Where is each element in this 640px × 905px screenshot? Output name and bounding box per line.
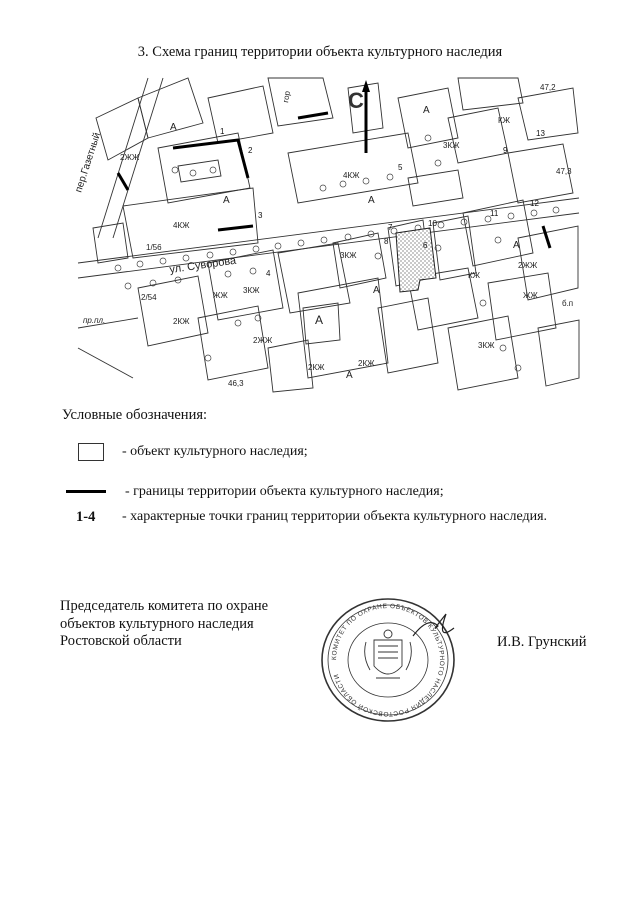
map-label: А xyxy=(368,195,375,206)
point-number: 12 xyxy=(530,199,539,208)
position-line: Ростовской области xyxy=(60,633,182,649)
map-label: гор xyxy=(281,90,292,104)
boundary-map xyxy=(73,78,579,392)
map-label: А xyxy=(423,105,430,116)
map-label: 2ЖЖ xyxy=(518,261,538,270)
signatory-position xyxy=(60,598,268,651)
street-label: пер.Газетный xyxy=(73,131,104,194)
coat-of-arms-icon xyxy=(365,630,412,678)
map-label: 2/54 xyxy=(141,293,157,302)
point-number: 6 xyxy=(423,241,428,250)
street-label: ул. Суворова xyxy=(168,254,237,276)
map-label: б.п xyxy=(562,299,574,308)
map-label: пр.пл. xyxy=(83,316,106,325)
map-label: 3КЖ xyxy=(340,251,357,260)
point-number: 9 xyxy=(503,146,508,155)
document-title: 3. Схема границ территории объекта культурного наследия xyxy=(137,44,503,60)
point-number: 1 xyxy=(220,127,225,136)
map-label: 3КЖ xyxy=(243,286,260,295)
map-label: А xyxy=(170,122,177,133)
legend-item-boundary: - границы территории объекта культурного наследия; xyxy=(125,484,444,499)
legend-point-code: 1-4 xyxy=(76,509,96,525)
map-label: А xyxy=(513,240,520,251)
position-line: объектов культурного наследия xyxy=(60,615,254,632)
point-number: 2 xyxy=(248,146,253,155)
map-label: 2КЖ xyxy=(308,363,325,372)
legend-item-heritage-object: - объект культурного наследия; xyxy=(122,444,308,459)
legend-heading: Условные обозначения: xyxy=(62,407,208,423)
north-letter: С xyxy=(348,88,364,113)
map-label: 1/56 xyxy=(146,243,162,252)
map-label: ЖЖ xyxy=(213,291,228,300)
map-label: ЖЖ xyxy=(523,291,538,300)
map-label: 47,3 xyxy=(556,167,572,176)
map-label: 2КЖ xyxy=(358,359,375,368)
map-label: 3КЖ xyxy=(443,141,460,150)
map-label: А xyxy=(315,313,324,327)
position-line: Председатель комитета по охране xyxy=(60,598,269,614)
map-label: 47,2 xyxy=(540,83,556,92)
legend-heritage-object-swatch xyxy=(78,443,104,461)
map-label: КЖ xyxy=(468,271,481,280)
point-number: 4 xyxy=(266,269,271,278)
legend-boundary-line-swatch xyxy=(66,490,106,493)
map-label: 2ЖЖ xyxy=(253,336,273,345)
map-label: 4КЖ xyxy=(343,171,360,180)
point-number: 10 xyxy=(428,219,437,228)
point-number: 3 xyxy=(258,211,263,220)
map-label: 4КЖ xyxy=(173,221,190,230)
official-seal xyxy=(318,596,458,724)
map-label: 2КЖ xyxy=(173,317,190,326)
map-label: А xyxy=(346,370,353,381)
legend-item-boundary-points: - характерные точки границ территории объекта культурного наследия. xyxy=(122,509,548,524)
map-label: 46,3 xyxy=(228,379,244,388)
seal-text: КОМИТЕТ ПО ОХРАНЕ ОБЪЕКТОВ КУЛЬТУРНОГО НАСЛЕДИЯ РОСТОВСКОЙ ОБЛАСТИ xyxy=(330,602,446,718)
point-number: 8 xyxy=(384,237,389,246)
map-label: КЖ xyxy=(498,116,511,125)
point-number: 11 xyxy=(490,209,499,218)
point-number: 13 xyxy=(536,129,545,138)
point-number: 5 xyxy=(398,163,403,172)
map-label: А xyxy=(373,285,380,296)
signer-name: И.В. Грунский xyxy=(497,634,587,650)
point-number: 7 xyxy=(388,223,393,232)
map-label: 2ЖЖ xyxy=(120,153,140,162)
map-label: 3КЖ xyxy=(478,341,495,350)
map-label: А xyxy=(223,195,230,206)
